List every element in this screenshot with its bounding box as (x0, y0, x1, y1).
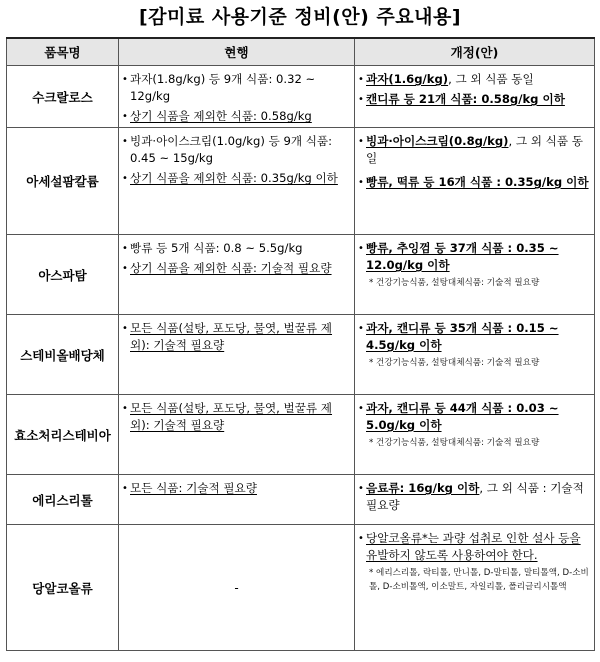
item-name: 수크랄로스 (7, 66, 119, 128)
current-line: • 빵류 등 5개 식품: 0.8 ~ 5.5g/kg (121, 240, 351, 257)
revised-cell (355, 475, 595, 525)
footnote: * 에리스리톨, 락티톨, 만니톨, D-말티톨, 말티톨액, D-소비톨, D-소비톨액, 이소말트, 자일리톨, 폴리글리시톨액 (369, 568, 589, 592)
document-title: [감미료 사용기준 정비(안) 주요내용] (138, 6, 462, 28)
revised-bold: 과자(1.6g/kg) (366, 72, 449, 86)
current-cell (119, 475, 355, 525)
header-item-name: 품목명 (7, 38, 119, 66)
current-line: • 모든 식품(설탕, 포도당, 물엿, 벌꿀류 제외): 기술적 필요량 (121, 400, 351, 434)
revised-rest: , 그 외 식품 동일 (366, 134, 583, 165)
table-row (7, 128, 595, 235)
current-line: • 모든 식품: 기술적 필요량 (121, 480, 351, 497)
revised-bold: 빙과·아이스크림(0.8g/kg) (366, 134, 509, 148)
current-cell (119, 128, 355, 235)
revised-line: • 당알코올류*는 과량 섭취로 인한 설사 등을 유발하지 않도록 사용하여야 한다. (357, 530, 591, 564)
revised-cell (355, 66, 595, 128)
header-current: 현행 (119, 38, 355, 66)
revised-cell (355, 235, 595, 315)
table-row (7, 315, 595, 395)
current-line: • 상기 식품을 제외한 식품: 기술적 필요량 (121, 260, 351, 277)
revised-bold: 음료류: 16g/kg 이하 (366, 481, 480, 495)
revised-rest: , 그 외 식품 : 기술적 필요량 (366, 481, 584, 512)
item-name: 당알코올류 (7, 525, 119, 651)
table-row (7, 525, 595, 651)
item-name: 아스파탐 (7, 235, 119, 315)
revised-cell (355, 315, 595, 395)
sweetener-standards-table (6, 37, 595, 651)
footnote: * 건강기능식품, 설탕대체식품: 기술적 필요량 (369, 358, 540, 368)
revised-rest: , 그 외 식품 동일 (448, 72, 534, 86)
item-name: 아세설팜칼륨 (7, 128, 119, 235)
current-cell (119, 395, 355, 475)
revised-bold: 캔디류 등 21개 식품: 0.58g/kg 이하 (366, 92, 565, 106)
revised-bold: 빵류, 추잉껌 등 37개 식품 : 0.35 ~ 12.0g/kg 이하 (366, 241, 559, 272)
current-cell (119, 66, 355, 128)
table-row (7, 235, 595, 315)
current-cell: - (119, 525, 355, 651)
revised-cell (355, 128, 595, 235)
revised-bold: 과자, 캔디류 등 44개 식품 : 0.03 ~ 5.0g/kg 이하 (366, 401, 559, 432)
header-revised: 개정(안) (355, 38, 595, 66)
revised-bold: 빵류, 떡류 등 16개 식품 : 0.35g/kg 이하 (366, 175, 589, 189)
current-cell (119, 235, 355, 315)
current-line: • 모든 식품(설탕, 포도당, 물엿, 벌꿀류 제외): 기술적 필요량 (121, 320, 351, 354)
table-row (7, 475, 595, 525)
revised-bold: 과자, 캔디류 등 35개 식품 : 0.15 ~ 4.5g/kg 이하 (366, 321, 559, 352)
current-line: • 과자(1.8g/kg) 등 9개 식품: 0.32 ~ 12g/kg (121, 71, 351, 105)
table-row (7, 66, 595, 128)
footnote: * 건강기능식품, 설탕대체식품: 기술적 필요량 (369, 278, 540, 288)
current-cell (119, 315, 355, 395)
revised-cell (355, 395, 595, 475)
revised-cell (355, 525, 595, 651)
current-line: • 상기 식품을 제외한 식품: 0.35g/kg 이하 (121, 170, 351, 187)
table-header-row (7, 38, 595, 66)
item-name: 스테비올배당체 (7, 315, 119, 395)
footnote: * 건강기능식품, 설탕대체식품: 기술적 필요량 (369, 438, 540, 448)
table-row (7, 395, 595, 475)
current-line: • 상기 식품을 제외한 식품: 0.58g/kg (121, 108, 351, 125)
item-name: 에리스리톨 (7, 475, 119, 525)
item-name: 효소처리스테비아 (7, 395, 119, 475)
current-line: • 빙과·아이스크림(1.0g/kg) 등 9개 식품: 0.45 ~ 15g/kg (121, 133, 351, 167)
